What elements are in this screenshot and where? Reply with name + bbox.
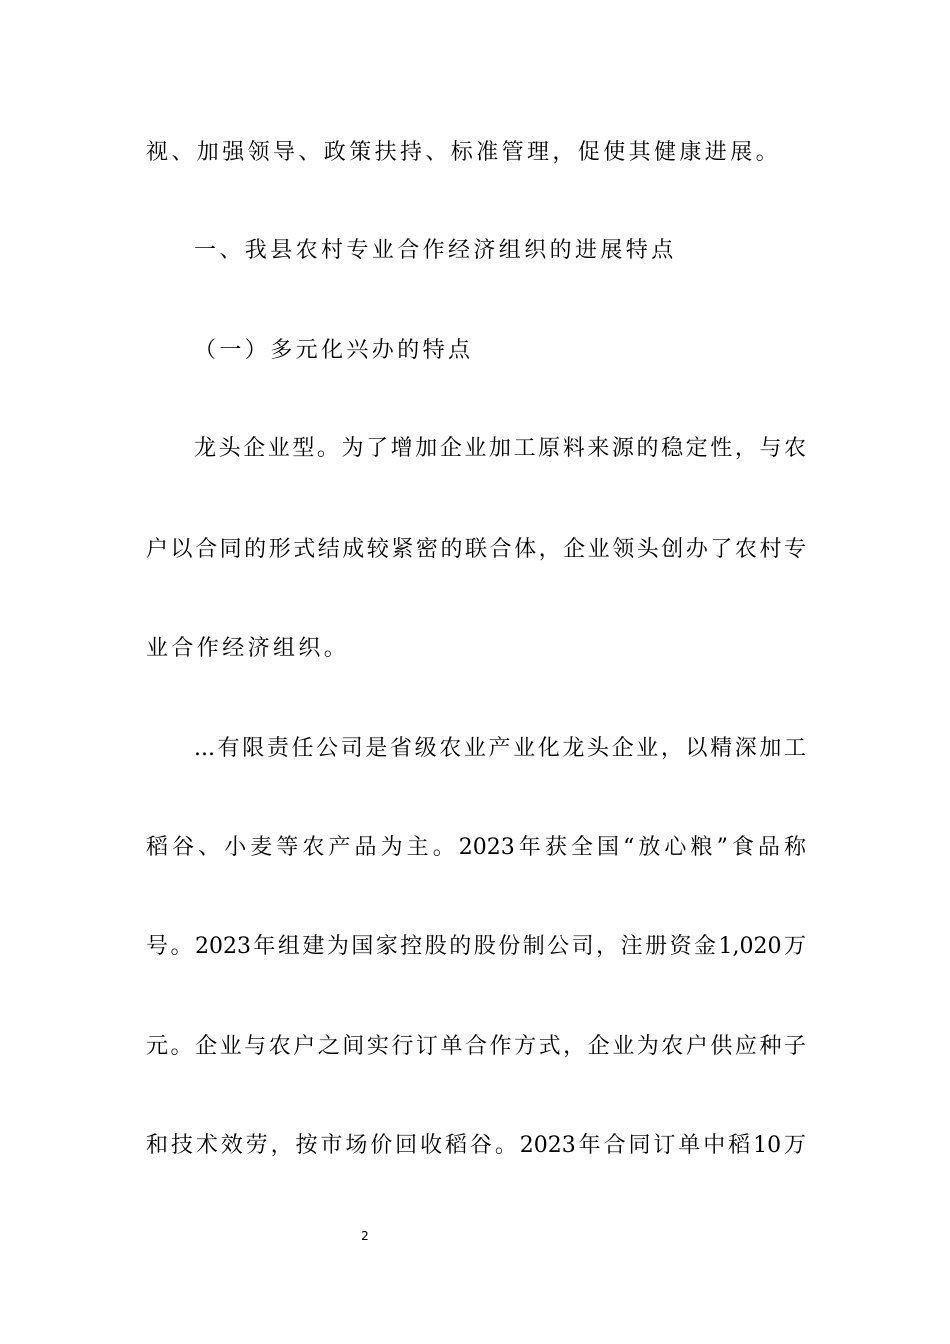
- paragraph-line-4: 龙头企业型。为了增加企业加工原料来源的稳定性，与农: [194, 436, 806, 461]
- section-heading: 一、我县农村专业合作经济组织的进展特点: [194, 238, 677, 263]
- paragraph-line-1: 视、加强领导、政策扶持、标准管理，促使其健康进展。: [146, 140, 782, 165]
- paragraph-line-5: 户以合同的形式结成较紧密的联合体，企业领头创办了农村专: [146, 537, 806, 562]
- subsection-heading: （一）多元化兴办的特点: [194, 338, 474, 363]
- paragraph-line-7: ...有限责任公司是省级农业产业化龙头企业，以精深加工: [194, 736, 806, 761]
- paragraph-line-10: 元。企业与农户之间实行订单合作方式，企业为农户供应种子: [146, 1034, 806, 1059]
- page-number: 2: [361, 1229, 369, 1243]
- paragraph-line-11: 和技术效劳，按市场价回收稻谷。2023年合同订单中稻10万: [146, 1133, 806, 1158]
- paragraph-line-6: 业合作经济组织。: [146, 636, 350, 661]
- paragraph-line-9: 号。2023年组建为国家控股的股份制公司，注册资金1,020万: [146, 934, 806, 959]
- paragraph-line-8: 稻谷、小麦等农产品为主。2023年获全国“放心粮”食品称: [146, 835, 806, 860]
